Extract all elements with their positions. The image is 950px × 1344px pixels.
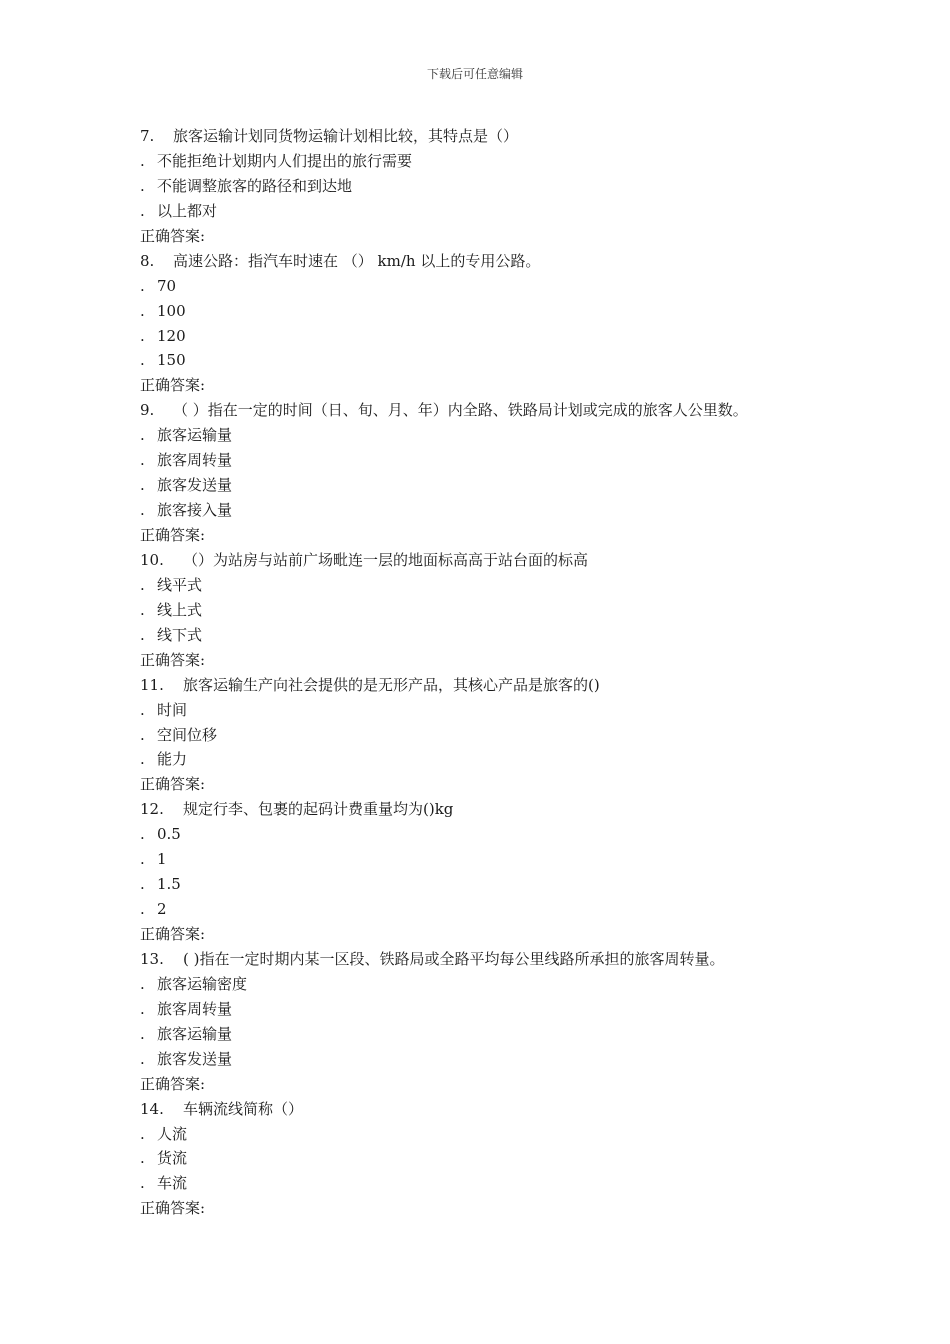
- option-text: 旅客周转量: [157, 999, 233, 1018]
- option-item: . 线下式: [140, 625, 203, 644]
- option-text: 0.5: [157, 825, 181, 844]
- question-9: [140, 398, 840, 423]
- option-item: . 1.5: [140, 875, 181, 894]
- option-text: 不能调整旅客的路径和到达地: [157, 176, 353, 195]
- option-item: . 1: [140, 850, 167, 869]
- question-number: 11.: [140, 675, 164, 694]
- page-header: 下载后可任意编辑: [426, 67, 523, 81]
- question-number: 13.: [140, 949, 164, 968]
- question-text: （ ）指在一定的时间（日、旬、月、年）内全路、铁路局计划或完成的旅客人公里数。: [173, 401, 748, 420]
- answer-label: 正确答案:: [140, 376, 206, 395]
- question-text: 高速公路：指汽车时速在 （） km/h 以上的专用公路。: [173, 251, 541, 270]
- option-item: . 不能调整旅客的路径和到达地: [140, 176, 353, 195]
- option-text: 旅客周转量: [157, 451, 233, 470]
- option-text: 旅客运输密度: [157, 974, 248, 993]
- question-12: [140, 797, 840, 822]
- option-item: . 150: [140, 351, 186, 370]
- option-text: 旅客接入量: [157, 501, 233, 520]
- option-item: . 旅客运输密度: [140, 974, 248, 993]
- option-item: . 时间: [140, 700, 188, 719]
- question-number: 14.: [140, 1099, 164, 1118]
- answer-label: 正确答案:: [140, 775, 206, 794]
- option-text: 旅客发送量: [157, 476, 233, 495]
- question-10: [140, 548, 840, 573]
- option-item: . 2: [140, 900, 167, 919]
- option-item: . 100: [140, 301, 186, 320]
- option-item: . 能力: [140, 750, 188, 769]
- question-text: （）为站房与站前广场毗连一层的地面标高高于站台面的标高: [183, 550, 589, 569]
- option-item: . 旅客运输量: [140, 426, 233, 445]
- answer-label: 正确答案:: [140, 925, 206, 943]
- option-item: . 70: [140, 276, 177, 295]
- option-text: 1: [157, 850, 167, 869]
- question-7: [140, 124, 840, 149]
- question-text: 旅客运输计划同货物运输计划相比较，其特点是（）: [173, 127, 519, 145]
- question-14: [140, 1097, 840, 1122]
- question-number: 10.: [140, 550, 164, 569]
- question-text: ( )指在一定时期内某一区段、铁路局或全路平均每公里线路所承担的旅客周转量。: [183, 949, 725, 968]
- option-text: 线平式: [157, 575, 203, 594]
- question-text: 规定行李、包裹的起码计费重量均为()kg: [183, 800, 454, 819]
- question-number: 12.: [140, 800, 164, 819]
- option-text: 货流: [157, 1149, 188, 1168]
- question-11: [140, 673, 840, 698]
- option-item: . 不能拒绝计划期内人们提出的旅行需要: [140, 151, 413, 170]
- answer-label: 正确答案:: [140, 226, 206, 245]
- option-item: . 以上都对: [140, 201, 218, 220]
- answer-label: 正确答案:: [140, 1074, 206, 1093]
- answer-label: 正确答案:: [140, 650, 206, 669]
- option-text: 空间位移: [157, 725, 218, 744]
- option-text: 时间: [157, 700, 188, 719]
- option-text: 旅客运输量: [157, 1024, 233, 1043]
- option-item: . 货流: [140, 1149, 188, 1168]
- option-text: 旅客运输量: [157, 426, 233, 445]
- option-text: 100: [157, 301, 186, 320]
- option-item: . 0.5: [140, 825, 181, 844]
- option-item: . 旅客接入量: [140, 501, 233, 520]
- option-text: 人流: [157, 1124, 188, 1143]
- answer-label: 正确答案:: [140, 526, 206, 544]
- option-item: . 空间位移: [140, 725, 218, 744]
- option-text: 能力: [157, 750, 188, 769]
- question-text: 旅客运输生产向社会提供的是无形产品，其核心产品是旅客的(): [183, 675, 600, 694]
- option-item: . 线平式: [140, 575, 203, 594]
- option-item: . 旅客周转量: [140, 451, 233, 470]
- option-item: . 旅客发送量: [140, 1049, 233, 1068]
- question-number: 8.: [140, 251, 155, 270]
- option-text: 以上都对: [157, 201, 218, 220]
- option-text: 120: [157, 326, 186, 345]
- question-list: [140, 124, 840, 1221]
- option-text: 1.5: [157, 875, 181, 894]
- option-item: . 旅客周转量: [140, 999, 233, 1018]
- option-text: 旅客发送量: [157, 1049, 233, 1068]
- option-text: 70: [157, 276, 177, 295]
- question-8: [140, 249, 840, 274]
- answer-label: 正确答案:: [140, 1199, 206, 1218]
- option-item: . 旅客运输量: [140, 1024, 233, 1043]
- option-item: . 人流: [140, 1124, 188, 1143]
- option-text: 150: [157, 351, 186, 370]
- question-number: 7.: [140, 127, 155, 145]
- option-item: . 车流: [140, 1174, 188, 1193]
- question-text: 车辆流线简称（）: [183, 1099, 304, 1118]
- option-text: 线下式: [157, 625, 203, 644]
- option-item: . 旅客发送量: [140, 476, 233, 495]
- option-item: . 120: [140, 326, 186, 345]
- option-text: 不能拒绝计划期内人们提出的旅行需要: [157, 151, 413, 170]
- question-13: [140, 947, 840, 972]
- option-text: 2: [157, 900, 167, 919]
- option-text: 车流: [157, 1174, 188, 1193]
- option-item: . 线上式: [140, 600, 203, 619]
- option-text: 线上式: [157, 600, 203, 619]
- question-number: 9.: [140, 401, 155, 420]
